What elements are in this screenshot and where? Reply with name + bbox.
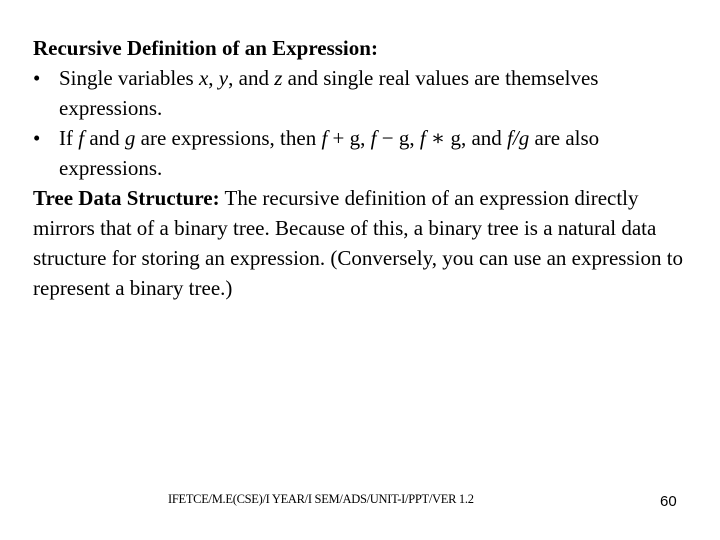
bullet-marker: • xyxy=(33,126,41,150)
tree-data-structure-heading: Tree Data Structure: xyxy=(33,186,220,210)
tree-data-structure-paragraph xyxy=(33,183,688,303)
bullet-text: Single variables x, y, and z and single real values are themselves expressions. xyxy=(59,66,599,120)
footer-text: IFETCE/M.E(CSE)/I YEAR/I SEM/ADS/UNIT-I/PPT/VER 1.2 xyxy=(168,492,474,506)
tree-paragraph-text: The recursive definition of an expression directly mirrors that of a binary tree. Because of this, a binary tree is a natural data structure for storing an expression. (Conversely, you can use an expression to represent a binary tree.) xyxy=(33,186,684,300)
bullet-single-variables xyxy=(33,63,688,123)
bullet-composite-expressions xyxy=(33,123,688,183)
bullet-marker: • xyxy=(33,66,41,90)
bullet-text: If f and g are expressions, then f + g, f − g, f ∗ g, and f/g are also expressions. xyxy=(59,126,600,180)
page-number: 60 xyxy=(660,493,677,510)
expression-definition-heading: Recursive Definition of an Expression: xyxy=(33,36,378,60)
slide-content xyxy=(33,33,688,303)
